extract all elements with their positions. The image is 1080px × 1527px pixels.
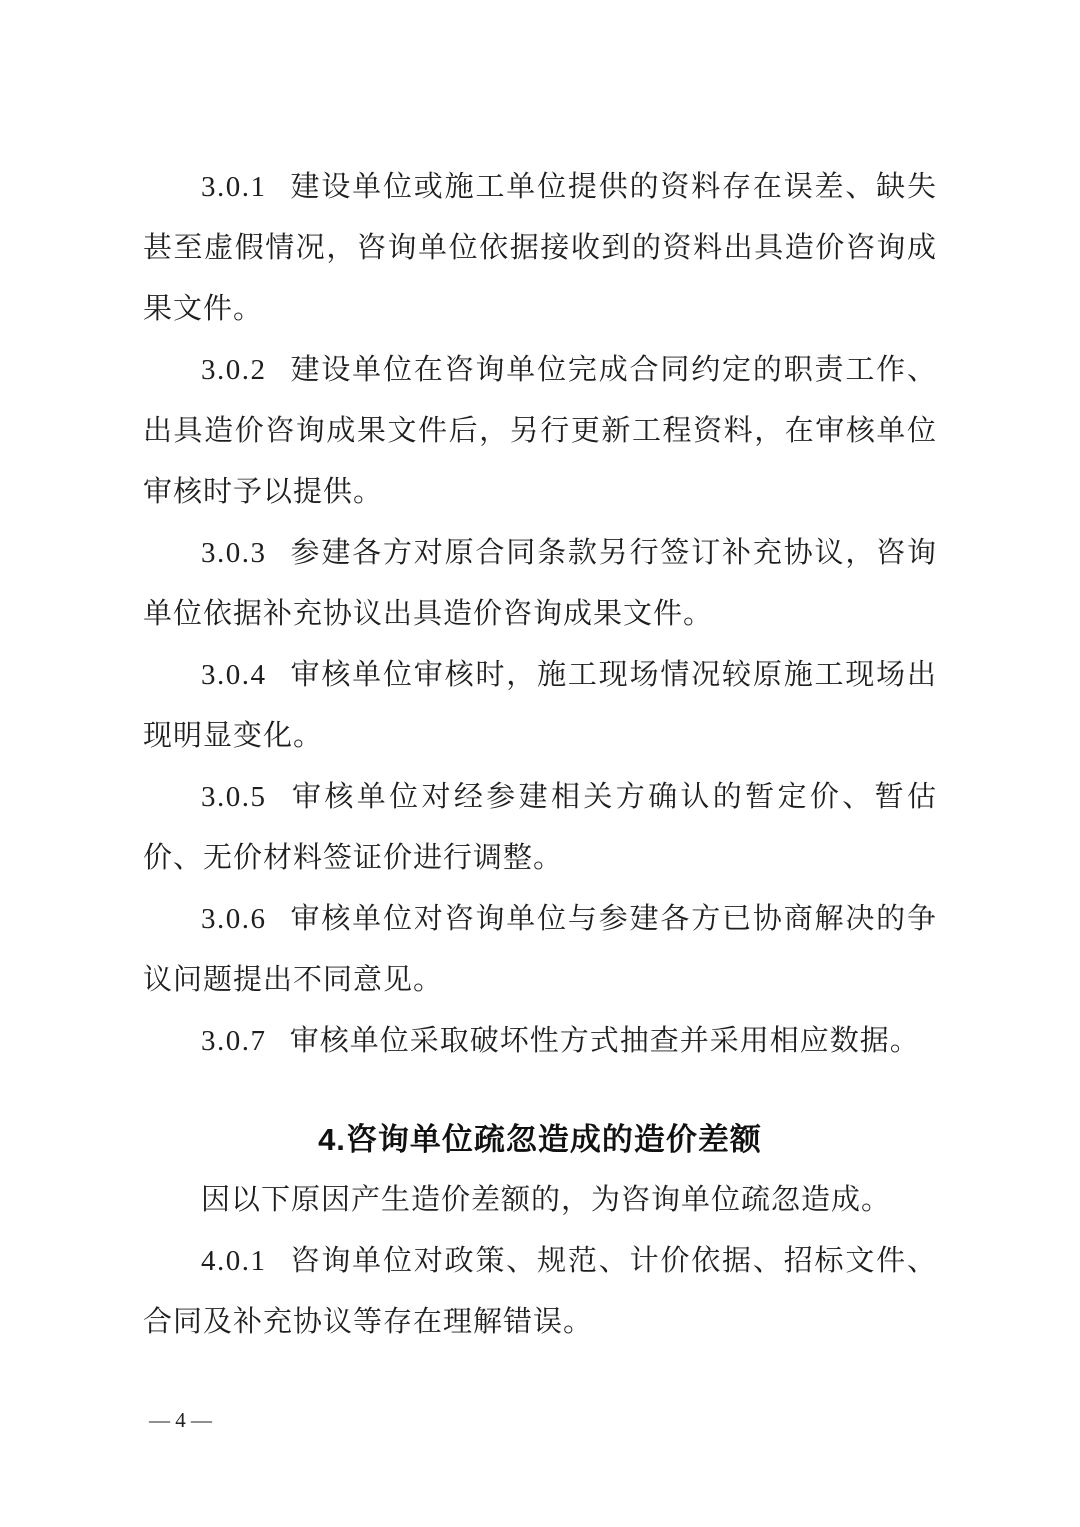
section-4-intro: 因以下原因产生造价差额的，为咨询单位疏忽造成。 xyxy=(201,1184,892,1216)
clause-3-0-2-text: 建设单位在咨询单位完成合同约定的职责工作、出具造价咨询成果文件后，另行更新工程资料，在审核单位审核时予以提供。 xyxy=(143,354,937,508)
clause-3-0-5-text: 审核单位对经参建相关方确认的暂定价、暂估价、无价材料签证价进行调整。 xyxy=(143,781,937,874)
clause-3-0-7 xyxy=(143,1011,937,1072)
clause-3-0-3 xyxy=(143,523,937,645)
clause-3-0-2 xyxy=(143,340,937,523)
section-4-heading: 4.咨询单位疏忽造成的造价差额 xyxy=(318,1122,762,1157)
page-footer xyxy=(149,1406,212,1434)
clause-3-0-4-text: 审核单位审核时，施工现场情况较原施工现场出现明显变化。 xyxy=(143,659,937,752)
clause-3-0-7-number: 3.0.7 xyxy=(201,1025,267,1057)
clause-3-0-1-number: 3.0.1 xyxy=(201,171,267,203)
clause-3-0-5-number: 3.0.5 xyxy=(201,781,267,813)
clause-3-0-6 xyxy=(143,889,937,1011)
clause-3-0-3-number: 3.0.3 xyxy=(201,537,267,569)
clause-3-0-6-text: 审核单位对咨询单位与参建各方已协商解决的争议问题提出不同意见。 xyxy=(143,903,937,996)
clause-3-0-3-text: 参建各方对原合同条款另行签订补充协议，咨询单位依据补充协议出具造价咨询成果文件。 xyxy=(143,537,937,630)
clause-3-0-2-number: 3.0.2 xyxy=(201,354,267,386)
clause-3-0-6-number: 3.0.6 xyxy=(201,903,267,935)
clause-3-0-1-text: 建设单位或施工单位提供的资料存在误差、缺失甚至虚假情况，咨询单位依据接收到的资料出具造价咨询成果文件。 xyxy=(143,171,937,325)
clause-3-0-7-text: 审核单位采取破坏性方式抽查并采用相应数据。 xyxy=(289,1025,920,1057)
clause-3-0-4 xyxy=(143,645,937,767)
clause-3-0-1 xyxy=(143,157,937,340)
page-content xyxy=(143,157,937,1353)
clause-3-0-5 xyxy=(143,767,937,889)
clause-4-0-1 xyxy=(143,1231,937,1353)
page-number: — 4 — xyxy=(149,1408,212,1432)
clause-4-0-1-text: 咨询单位对政策、规范、计价依据、招标文件、合同及补充协议等存在理解错误。 xyxy=(143,1245,937,1338)
clause-3-0-4-number: 3.0.4 xyxy=(201,659,267,691)
clause-4-0-1-number: 4.0.1 xyxy=(201,1245,267,1277)
